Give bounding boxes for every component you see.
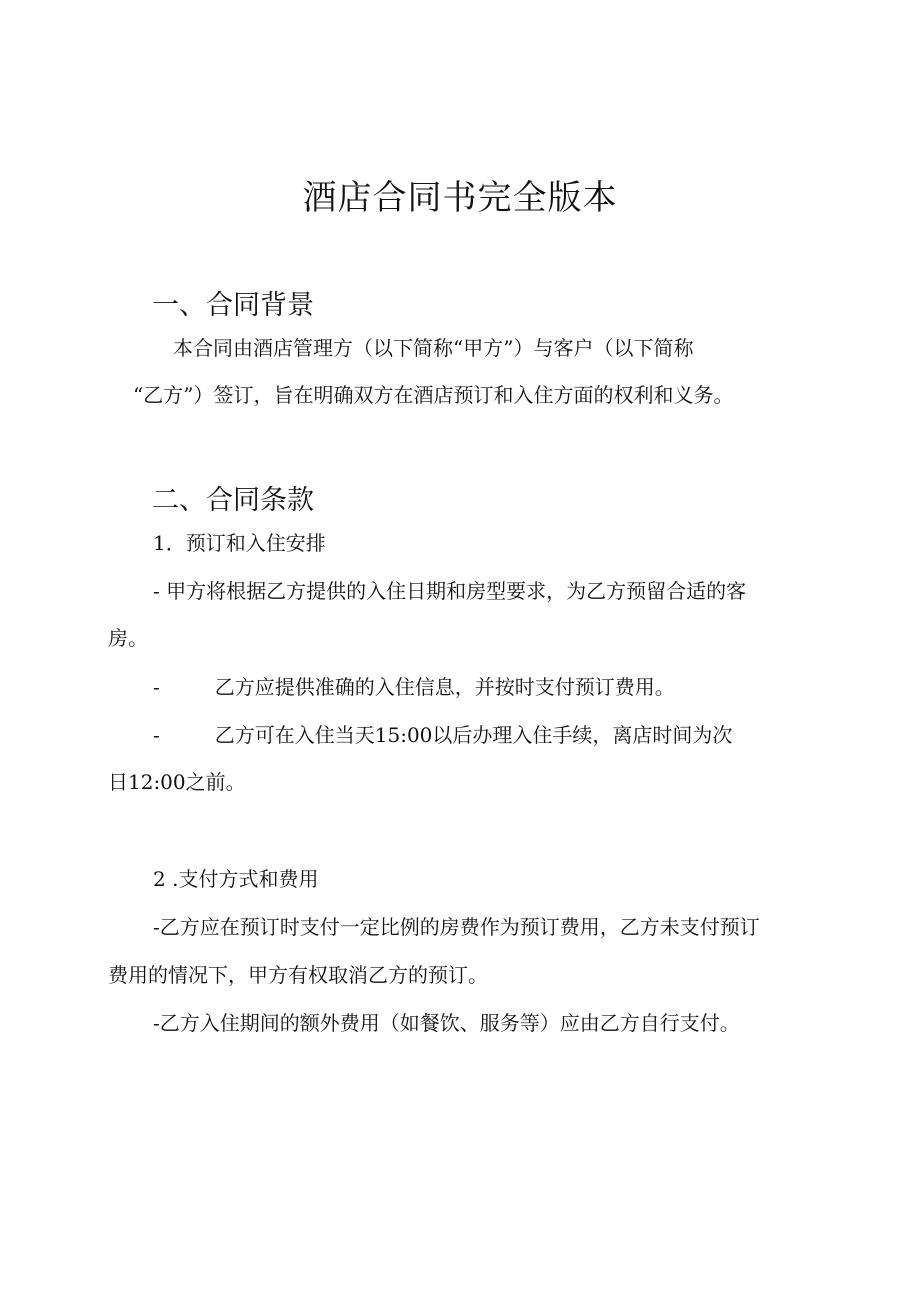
item2-bullet1-line-1: -乙方应在预订时支付一定比例的房费作为预订费用，乙方未支付预订 — [153, 915, 760, 939]
item1-bullet3-line-2: 日12:00之前。 — [108, 770, 246, 794]
bullet-text: 乙方可在入住当天15:00以后办理入住手续，离店时间为次 — [214, 723, 733, 747]
item1-bullet2 — [153, 673, 675, 701]
background-paragraph-line-1: 本合同由酒店管理方（以下简称“甲方”）与客户（以下简称 — [173, 336, 694, 360]
section-heading-terms: 二、合同条款 — [152, 485, 314, 516]
bullet-dash: - — [153, 675, 160, 699]
item2-bullet1-line-2: 费用的情况下，甲方有权取消乙方的预订。 — [108, 963, 488, 987]
bullet-dash: - — [153, 723, 160, 747]
item1-bullet1-line-2: 房。 — [108, 626, 148, 650]
item2-title: 2 .支付方式和费用 — [153, 867, 319, 891]
item1-title: 1．预订和入住安排 — [153, 531, 326, 555]
background-paragraph-line-2: “乙方”）签订，旨在明确双方在酒店预订和入住方面的权利和义务。 — [133, 383, 734, 407]
item1-bullet1-line-1: - 甲方将根据乙方提供的入住日期和房型要求，为乙方预留合适的客 — [153, 579, 747, 603]
item2-bullet2: -乙方入住期间的额外费用（如餐饮、服务等）应由乙方自行支付。 — [153, 1011, 740, 1035]
bullet-text: 乙方应提供准确的入住信息，并按时支付预订费用。 — [214, 675, 675, 699]
section-heading-background: 一、合同背景 — [152, 290, 314, 321]
document-title: 酒店合同书完全版本 — [302, 178, 618, 218]
item1-bullet3-line-1 — [153, 721, 732, 749]
